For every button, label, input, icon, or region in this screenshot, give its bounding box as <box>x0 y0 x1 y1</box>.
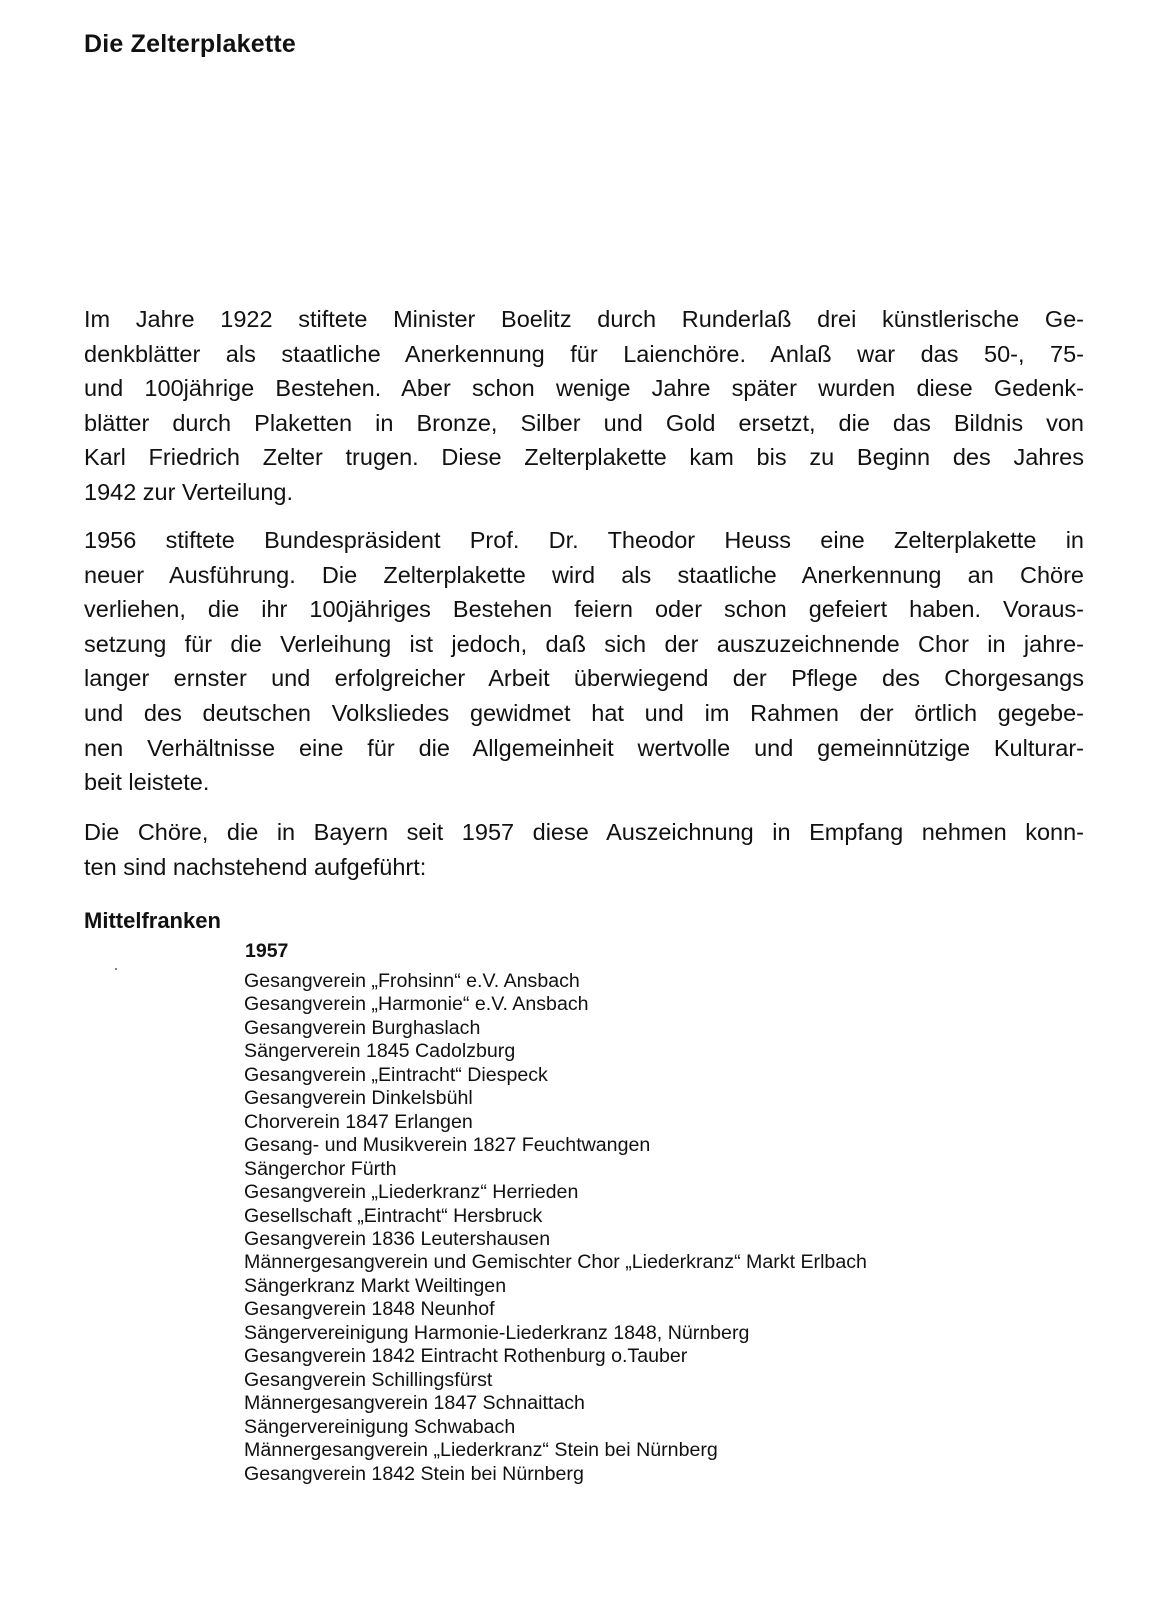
club-list-item: Gesangverein „Harmonie“ e.V. Ansbach <box>244 993 589 1016</box>
club-list-item: Männergesangverein 1847 Schnaittach <box>244 1392 585 1415</box>
club-list-item: Gesangverein „Liederkranz“ Herrieden <box>244 1181 579 1204</box>
page-title: Die Zelterplakette <box>84 30 297 58</box>
club-list-item: Gesangverein Schillingsfürst <box>244 1368 493 1391</box>
club-list-item: Sängerverein 1845 Cadolzburg <box>244 1040 516 1063</box>
paragraph-line: und 100jährige Bestehen. Aber schon wenige Jahre später wurden diese Gedenk- <box>84 375 1084 402</box>
paragraph-line: Karl Friedrich Zelter trugen. Diese Zelterplakette kam bis zu Beginn des Jahres <box>84 444 1084 471</box>
paragraph-line: blätter durch Plaketten in Bronze, Silber und Gold ersetzt, die das Bildnis von <box>84 409 1084 436</box>
paragraph-line: 1956 stiftete Bundespräsident Prof. Dr. Theodor Heuss eine Zelterplakette in <box>84 527 1084 553</box>
club-list-item: Chorverein 1847 Erlangen <box>244 1110 473 1133</box>
paragraph-history-1922 <box>84 302 1084 510</box>
club-list-item: Sängervereinigung Schwabach <box>244 1415 516 1438</box>
paragraph-line: setzung für die Verleihung ist jedoch, daß sich der auszuzeichnende Chor in jahre- <box>84 630 1084 657</box>
club-list-item: Gesellschaft „Eintracht“ Hersbruck <box>244 1204 543 1227</box>
region-heading: Mittelfranken <box>84 908 221 933</box>
year-heading: 1957 <box>245 940 289 962</box>
scan-speck <box>115 968 117 970</box>
club-list-item: Gesangverein Burghaslach <box>244 1016 481 1039</box>
club-list-item: Gesangverein 1842 Eintracht Rothenburg o.Tauber <box>244 1345 688 1368</box>
paragraph-line: langer ernster und erfolgreicher Arbeit überwiegend der Pflege des Chorgesangs <box>84 665 1084 692</box>
club-list-item: Gesangverein „Frohsinn“ e.V. Ansbach <box>244 970 580 992</box>
club-list-item: Gesangverein 1836 Leutershausen <box>244 1227 551 1250</box>
club-list-item: Sängerchor Fürth <box>244 1157 397 1180</box>
club-list-item: Gesangverein 1842 Stein bei Nürnberg <box>244 1462 584 1485</box>
paragraph-intro-list <box>84 815 1084 884</box>
paragraph-line: verliehen, die ihr 100jähriges Bestehen feiern oder schon gefeiert haben. Voraus- <box>84 596 1084 623</box>
paragraph-line: Die Chöre, die in Bayern seit 1957 diese Auszeichnung in Empfang nehmen konn- <box>84 819 1084 845</box>
paragraph-line: nen Verhältnisse eine für die Allgemeinheit wertvolle und gemeinnützige Kulturar- <box>84 734 1084 761</box>
club-list-item: Männergesangverein „Liederkranz“ Stein bei Nürnberg <box>244 1439 718 1462</box>
club-list-item: Sängervereinigung Harmonie-Liederkranz 1848, Nürnberg <box>244 1321 750 1344</box>
club-list-item: Sängerkranz Markt Weiltingen <box>244 1274 507 1297</box>
paragraph-line: Im Jahre 1922 stiftete Minister Boelitz durch Runderlaß drei künstlerische Ge- <box>84 306 1084 332</box>
club-list-item: Gesangverein „Eintracht“ Diespeck <box>244 1063 548 1086</box>
paragraph-history-1956 <box>84 523 1084 800</box>
paragraph-line: neuer Ausführung. Die Zelterplakette wird als staatliche Anerkennung an Chöre <box>84 561 1084 588</box>
paragraph-line: ten sind nachstehend aufgeführt: <box>84 853 427 880</box>
paragraph-line: und des deutschen Volksliedes gewidmet hat und im Rahmen der örtlich gegebe- <box>84 699 1084 726</box>
club-list <box>244 970 867 1486</box>
paragraph-line: 1942 zur Verteilung. <box>84 478 294 505</box>
club-list-item: Gesang- und Musikverein 1827 Feuchtwangen <box>244 1134 651 1157</box>
club-list-item: Männergesangverein und Gemischter Chor „Liederkranz“ Markt Erlbach <box>244 1251 867 1274</box>
paragraph-line: beit leistete. <box>84 769 210 796</box>
paragraph-line: denkblätter als staatliche Anerkennung für Laienchöre. Anlaß war das 50-, 75- <box>84 340 1084 367</box>
club-list-item: Gesangverein Dinkelsbühl <box>244 1087 473 1110</box>
club-list-item: Gesangverein 1848 Neunhof <box>244 1298 495 1321</box>
